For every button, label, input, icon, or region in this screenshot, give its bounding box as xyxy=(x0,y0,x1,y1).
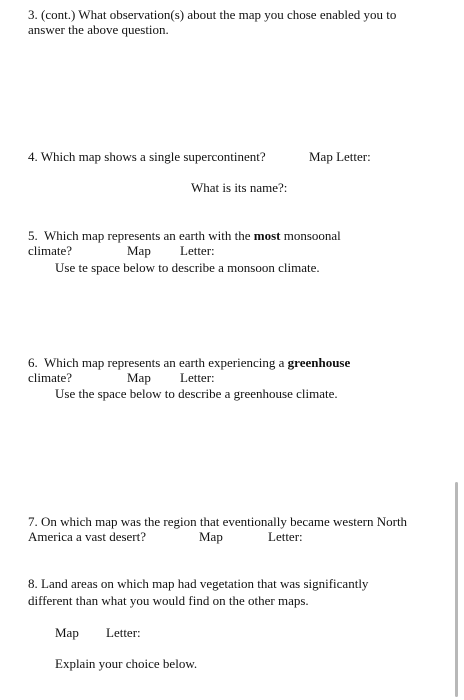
vertical-scrollbar[interactable] xyxy=(455,482,458,697)
q5-line1 xyxy=(28,228,341,244)
q6-line1-bold: greenhouse xyxy=(287,355,351,370)
q4-question: 4. Which map shows a single supercontinent? xyxy=(28,149,266,164)
q5-line2-letter: Letter: xyxy=(180,243,215,258)
q8-explain: Explain your choice below. xyxy=(55,656,198,671)
q4-map-letter: Map Letter: xyxy=(309,149,371,164)
q6-line3: Use the space below to describe a greenhouse climate. xyxy=(55,386,338,401)
q5-line2-climate: climate? xyxy=(28,243,73,258)
q5-line1-tail: monsoonal xyxy=(280,228,341,243)
q4-name-prompt: What is its name?: xyxy=(191,180,288,195)
q5-line1-text: 5. Which map represents an earth with the xyxy=(28,228,254,243)
q8-line1: 8. Land areas on which map had vegetation that was significantly xyxy=(28,576,369,591)
q5-line2-map: Map xyxy=(127,243,151,258)
q7-line2-map: Map xyxy=(199,529,223,544)
q6-line2-map: Map xyxy=(127,370,151,385)
q7-line1: 7. On which map was the region that eventionally became western North xyxy=(28,514,408,529)
q3-line1: 3. (cont.) What observation(s) about the map you chose enabled you to xyxy=(28,7,397,22)
q5-line3: Use te space below to describe a monsoon climate. xyxy=(55,260,320,275)
q7-line2-letter: Letter: xyxy=(268,529,303,544)
q6-line1 xyxy=(28,355,350,371)
q8-map: Map xyxy=(55,625,79,640)
q8-letter: Letter: xyxy=(106,625,141,640)
q6-line1-text: 6. Which map represents an earth experiencing a xyxy=(28,355,288,370)
q3-line2: answer the above question. xyxy=(28,22,169,37)
q6-line2-climate: climate? xyxy=(28,370,73,385)
q6-line2-letter: Letter: xyxy=(180,370,215,385)
q7-line2: America a vast desert? xyxy=(28,529,147,544)
q8-line2: different than what you would find on the other maps. xyxy=(28,593,309,608)
q5-line1-bold: most xyxy=(253,228,281,243)
